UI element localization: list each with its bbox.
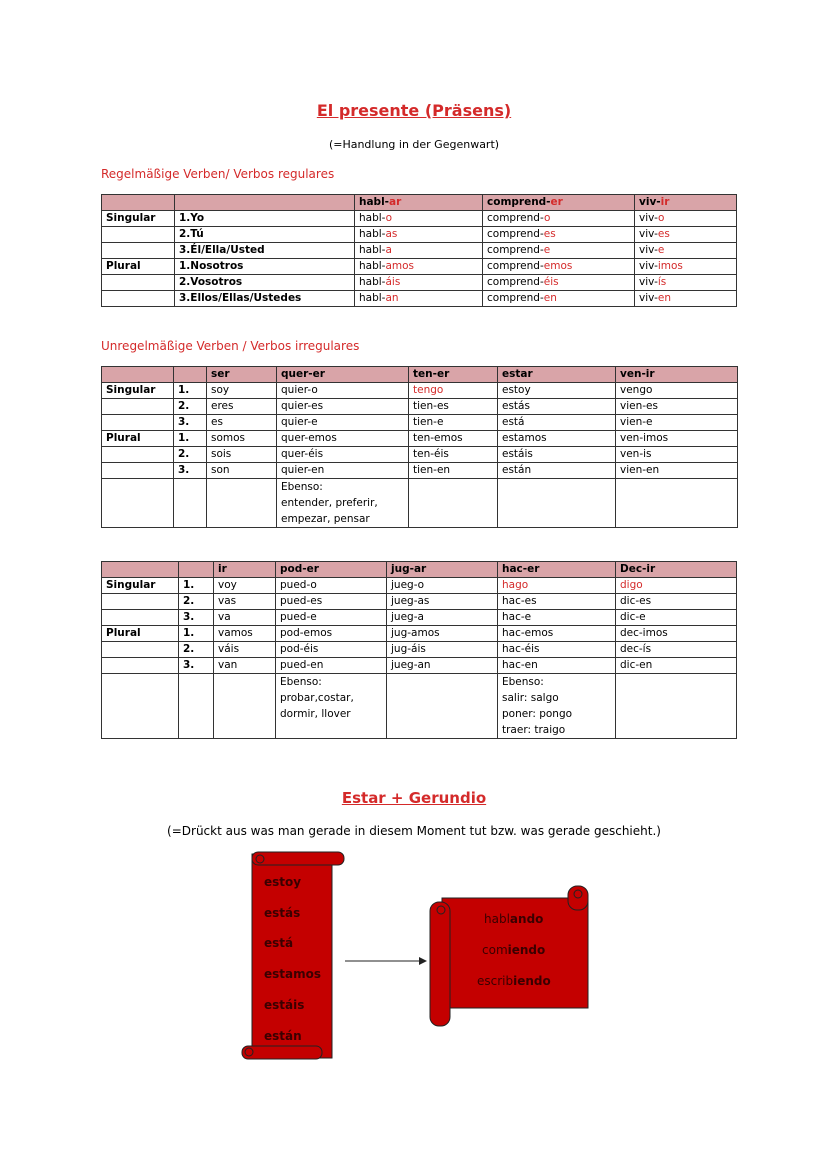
arrow-right-icon <box>345 954 429 968</box>
conjugation-cell: viv-es <box>635 227 737 243</box>
irregular-verbs-heading: Unregelmäßige Verben / Verbos irregulares <box>101 339 360 353</box>
ebenso-label: Ebenso: <box>281 481 323 493</box>
number-cell: 2. <box>179 594 214 610</box>
conjugation-cell: viv-o <box>635 211 737 227</box>
header-cell: ven-ir <box>616 367 738 383</box>
group-cell: Plural <box>102 431 174 447</box>
conjugation-cell: es <box>207 415 277 431</box>
table-row <box>102 658 737 674</box>
estar-form: estás <box>264 906 301 920</box>
ebenso-line: poner: pongo <box>502 708 573 720</box>
header-cell <box>179 562 214 578</box>
empty-cell <box>387 674 498 739</box>
conjugation-cell: van <box>214 658 276 674</box>
person-cell: 2.Tú <box>175 227 355 243</box>
header-cell: ir <box>214 562 276 578</box>
page-subtitle: (=Handlung in der Gegenwart) <box>328 138 500 151</box>
conjugation-cell: ven-is <box>616 447 738 463</box>
group-cell <box>102 291 175 307</box>
conjugation-cell: sois <box>207 447 277 463</box>
ebenso-line: dormir, llover <box>280 708 351 720</box>
gerund-form: hablando <box>484 912 544 926</box>
number-cell: 1. <box>179 626 214 642</box>
ebenso-cell <box>276 674 387 739</box>
header-cell: Dec-ir <box>616 562 737 578</box>
conjugation-cell: tien-es <box>409 399 498 415</box>
ebenso-label: Ebenso: <box>502 676 544 688</box>
group-cell: Plural <box>102 626 179 642</box>
table-row <box>102 610 737 626</box>
conjugation-cell: eres <box>207 399 277 415</box>
conjugation-cell: pod-éis <box>276 642 387 658</box>
ebenso-line: empezar, pensar <box>281 513 370 525</box>
header-cell: viv-ir <box>635 195 737 211</box>
conjugation-cell: comprend-e <box>483 243 635 259</box>
estar-form: estáis <box>264 998 305 1012</box>
conjugation-cell: habl-o <box>355 211 483 227</box>
estar-form: está <box>264 936 294 950</box>
conjugation-cell: dic-e <box>616 610 737 626</box>
header-cell <box>102 195 175 211</box>
group-cell <box>102 594 179 610</box>
number-cell: 2. <box>174 399 207 415</box>
estar-form: estoy <box>264 875 302 889</box>
conjugation-cell: viv-e <box>635 243 737 259</box>
conjugation-cell: comprend-o <box>483 211 635 227</box>
person-cell: 1.Yo <box>175 211 355 227</box>
regular-verbs-heading: Regelmäßige Verben/ Verbos regulares <box>101 167 335 181</box>
conjugation-cell: pued-es <box>276 594 387 610</box>
conjugation-cell: voy <box>214 578 276 594</box>
empty-cell <box>207 479 277 528</box>
conjugation-cell: quier-es <box>277 399 409 415</box>
header-cell: comprend-er <box>483 195 635 211</box>
conjugation-cell: quier-e <box>277 415 409 431</box>
conjugation-cell: hac-en <box>498 658 616 674</box>
ebenso-line: salir: salgo <box>502 692 559 704</box>
gerund-form: comiendo <box>482 943 546 957</box>
ebenso-line: probar,costar, <box>280 692 354 704</box>
table-row <box>102 291 737 307</box>
conjugation-cell: tien-en <box>409 463 498 479</box>
conjugation-cell: dec-ís <box>616 642 737 658</box>
number-cell: 3. <box>179 610 214 626</box>
conjugation-cell: hac-e <box>498 610 616 626</box>
conjugation-cell: vien-e <box>616 415 738 431</box>
conjugation-cell: habl-amos <box>355 259 483 275</box>
header-cell <box>174 367 207 383</box>
conjugation-cell: jueg-an <box>387 658 498 674</box>
conjugation-cell: tien-e <box>409 415 498 431</box>
group-cell <box>102 610 179 626</box>
number-cell: 3. <box>179 658 214 674</box>
conjugation-cell: ten-emos <box>409 431 498 447</box>
conjugation-cell: comprend-es <box>483 227 635 243</box>
group-cell <box>102 463 174 479</box>
conjugation-cell: pued-en <box>276 658 387 674</box>
conjugation-cell: quer-éis <box>277 447 409 463</box>
table-row <box>102 399 738 415</box>
page-title: El presente (Präsens) <box>316 101 512 120</box>
table-header-row <box>102 562 737 578</box>
conjugation-cell: tengo <box>409 383 498 399</box>
gerundio-title: Estar + Gerundio <box>341 789 487 807</box>
empty-cell <box>102 674 179 739</box>
conjugation-cell: vengo <box>616 383 738 399</box>
conjugation-cell: pued-e <box>276 610 387 626</box>
ebenso-row <box>102 479 738 528</box>
conjugation-cell: viv-en <box>635 291 737 307</box>
number-cell: 3. <box>174 415 207 431</box>
conjugation-cell: estáis <box>498 447 616 463</box>
conjugation-cell: hago <box>498 578 616 594</box>
table-row <box>102 275 737 291</box>
conjugation-cell: está <box>498 415 616 431</box>
ebenso-line: entender, preferir, <box>281 497 378 509</box>
conjugation-cell: habl-a <box>355 243 483 259</box>
conjugation-cell: dic-en <box>616 658 737 674</box>
table-row <box>102 642 737 658</box>
number-cell: 1. <box>179 578 214 594</box>
group-cell: Singular <box>102 578 179 594</box>
ebenso-cell <box>277 479 409 528</box>
ebenso-label: Ebenso: <box>280 676 322 688</box>
group-cell <box>102 243 175 259</box>
group-cell <box>102 658 179 674</box>
conjugation-cell: viv-imos <box>635 259 737 275</box>
empty-cell <box>616 674 737 739</box>
conjugation-cell: habl-as <box>355 227 483 243</box>
conjugation-cell: pued-o <box>276 578 387 594</box>
conjugation-cell: comprend-en <box>483 291 635 307</box>
group-cell: Singular <box>102 383 174 399</box>
conjugation-cell: va <box>214 610 276 626</box>
irregular-verbs-table-2 <box>101 561 737 739</box>
conjugation-cell: soy <box>207 383 277 399</box>
conjugation-cell: estamos <box>498 431 616 447</box>
empty-cell <box>498 479 616 528</box>
header-cell: estar <box>498 367 616 383</box>
number-cell: 3. <box>174 463 207 479</box>
conjugation-cell: quer-emos <box>277 431 409 447</box>
header-cell <box>175 195 355 211</box>
table-row <box>102 578 737 594</box>
group-cell <box>102 399 174 415</box>
header-cell: quer-er <box>277 367 409 383</box>
conjugation-cell: vien-en <box>616 463 738 479</box>
conjugation-cell: digo <box>616 578 737 594</box>
conjugation-cell: vien-es <box>616 399 738 415</box>
number-cell: 2. <box>174 447 207 463</box>
conjugation-cell: quier-o <box>277 383 409 399</box>
ebenso-line: traer: traigo <box>502 724 566 736</box>
person-cell: 2.Vosotros <box>175 275 355 291</box>
number-cell: 1. <box>174 383 207 399</box>
header-cell: hac-er <box>498 562 616 578</box>
conjugation-cell: jug-áis <box>387 642 498 658</box>
gerund-scroll-icon <box>428 884 592 1030</box>
conjugation-cell: dic-es <box>616 594 737 610</box>
conjugation-cell: ten-éis <box>409 447 498 463</box>
conjugation-cell: comprend-éis <box>483 275 635 291</box>
person-cell: 3.Él/Ella/Usted <box>175 243 355 259</box>
estar-form: están <box>264 1029 302 1043</box>
table-row <box>102 447 738 463</box>
conjugation-cell: dec-imos <box>616 626 737 642</box>
group-cell <box>102 275 175 291</box>
regular-verbs-table <box>101 194 737 307</box>
conjugation-cell: pod-emos <box>276 626 387 642</box>
conjugation-cell: vas <box>214 594 276 610</box>
conjugation-cell: habl-an <box>355 291 483 307</box>
empty-cell <box>102 479 174 528</box>
person-cell: 1.Nosotros <box>175 259 355 275</box>
conjugation-cell: hac-emos <box>498 626 616 642</box>
conjugation-cell: jug-amos <box>387 626 498 642</box>
group-cell <box>102 642 179 658</box>
table-row <box>102 383 738 399</box>
conjugation-cell: habl-áis <box>355 275 483 291</box>
empty-cell <box>174 479 207 528</box>
irregular-verbs-table-1 <box>101 366 738 528</box>
gerundio-subtitle: (=Drückt aus was man gerade in diesem Moment tut bzw. was gerade geschieht.) <box>167 824 661 838</box>
table-row <box>102 463 738 479</box>
gerund-form: escribiendo <box>477 974 551 988</box>
table-header-row <box>102 195 737 211</box>
conjugation-cell: hac-éis <box>498 642 616 658</box>
header-cell: jug-ar <box>387 562 498 578</box>
conjugation-cell: estoy <box>498 383 616 399</box>
conjugation-cell: son <box>207 463 277 479</box>
conjugation-cell: viv-ís <box>635 275 737 291</box>
empty-cell <box>214 674 276 739</box>
header-cell <box>102 367 174 383</box>
empty-cell <box>616 479 738 528</box>
estar-form: estamos <box>264 967 322 981</box>
table-row <box>102 431 738 447</box>
table-row <box>102 243 737 259</box>
number-cell: 2. <box>179 642 214 658</box>
number-cell: 1. <box>174 431 207 447</box>
conjugation-cell: somos <box>207 431 277 447</box>
table-header-row <box>102 367 738 383</box>
table-row <box>102 415 738 431</box>
header-cell: ten-er <box>409 367 498 383</box>
header-cell <box>102 562 179 578</box>
empty-cell <box>179 674 214 739</box>
empty-cell <box>409 479 498 528</box>
conjugation-cell: quier-en <box>277 463 409 479</box>
conjugation-cell: comprend-emos <box>483 259 635 275</box>
conjugation-cell: ven-imos <box>616 431 738 447</box>
conjugation-cell: están <box>498 463 616 479</box>
conjugation-cell: hac-es <box>498 594 616 610</box>
conjugation-cell: jueg-as <box>387 594 498 610</box>
header-cell: ser <box>207 367 277 383</box>
table-row <box>102 594 737 610</box>
conjugation-cell: estás <box>498 399 616 415</box>
header-cell: habl-ar <box>355 195 483 211</box>
ebenso-row <box>102 674 737 739</box>
table-row <box>102 227 737 243</box>
ebenso-cell <box>498 674 616 739</box>
table-row <box>102 259 737 275</box>
table-row <box>102 211 737 227</box>
conjugation-cell: váis <box>214 642 276 658</box>
group-cell: Plural <box>102 259 175 275</box>
conjugation-cell: jueg-o <box>387 578 498 594</box>
group-cell <box>102 227 175 243</box>
group-cell: Singular <box>102 211 175 227</box>
group-cell <box>102 415 174 431</box>
person-cell: 3.Ellos/Ellas/Ustedes <box>175 291 355 307</box>
conjugation-cell: jueg-a <box>387 610 498 626</box>
header-cell: pod-er <box>276 562 387 578</box>
group-cell <box>102 447 174 463</box>
table-row <box>102 626 737 642</box>
conjugation-cell: vamos <box>214 626 276 642</box>
